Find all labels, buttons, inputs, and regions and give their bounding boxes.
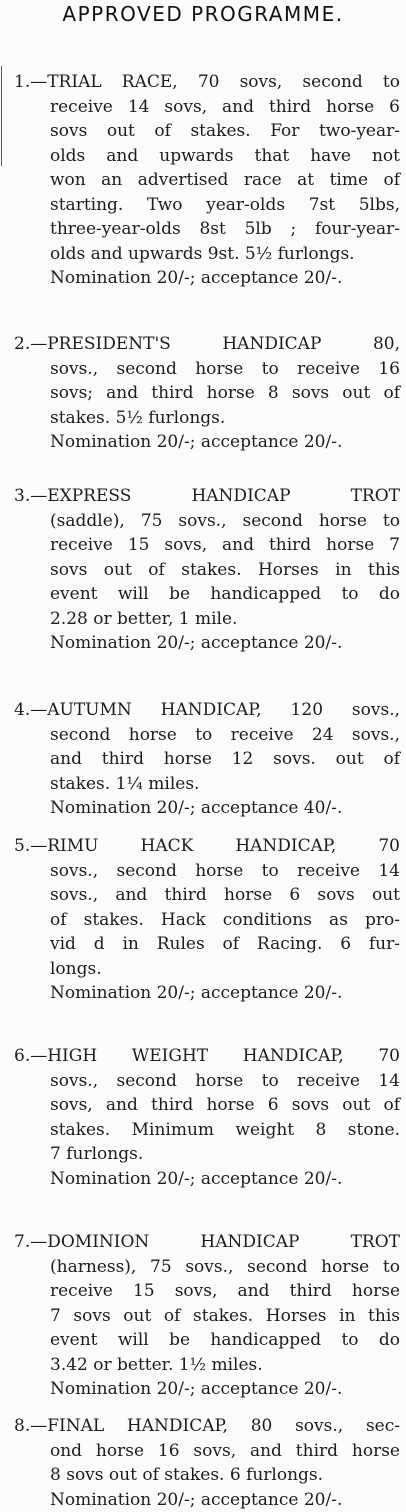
race-text-line: sovs., second horse to receive 14 <box>14 859 400 884</box>
race-text-line: sovs; and third horse 8 sovs out of <box>14 381 400 406</box>
nomination-line: Nomination 20/-; acceptance 20/-. <box>14 1488 400 1512</box>
race-text-line: receive 15 sovs, and third horse 7 <box>14 533 400 558</box>
race-text-line: stakes. 5½ furlongs. <box>14 406 400 431</box>
race-text-line: sovs., and third horse 6 sovs out <box>14 883 400 908</box>
race-title-line: 6.—HIGH WEIGHT HANDICAP, 70 <box>14 1044 400 1069</box>
nomination-line: Nomination 20/-; acceptance 20/-. <box>14 266 400 291</box>
race-title-line: 5.—RIMU HACK HANDICAP, 70 <box>14 834 400 859</box>
race-title-line: 8.—FINAL HANDICAP, 80 sovs., sec- <box>14 1414 400 1439</box>
race-entry-7 <box>14 1230 400 1402</box>
nomination-line: Nomination 20/-; acceptance 20/-. <box>14 430 400 455</box>
race-entry-1 <box>14 70 400 291</box>
race-text-line: and third horse 12 sovs. out of <box>14 747 400 772</box>
race-text-line: vid d in Rules of Racing. 6 fur- <box>14 932 400 957</box>
race-title-line: 4.—AUTUMN HANDICAP, 120 sovs., <box>14 698 400 723</box>
race-text-line: 8 sovs out of stakes. 6 furlongs. <box>14 1463 400 1488</box>
race-text-line: 2.28 or better, 1 mile. <box>14 607 400 632</box>
race-title-line: 1.—TRIAL RACE, 70 sovs, second to <box>14 70 400 95</box>
race-title-line: 3.—EXPRESS HANDICAP TROT <box>14 484 400 509</box>
race-text-line: receive 15 sovs, and third horse <box>14 1279 400 1304</box>
race-title-line: 2.—PRESIDENT'S HANDICAP 80, <box>14 332 400 357</box>
nomination-line: Nomination 20/-; acceptance 20/-. <box>14 631 400 656</box>
race-text-line: three-year-olds 8st 5lb ; four-year- <box>14 217 400 242</box>
race-entry-5 <box>14 834 400 1006</box>
race-text-line: sovs out of stakes. Horses in this <box>14 558 400 583</box>
race-entry-4 <box>14 698 400 821</box>
race-text-line: longs. <box>14 957 400 982</box>
race-text-line: sovs., second horse to receive 14 <box>14 1069 400 1094</box>
nomination-line: Nomination 20/-; acceptance 20/-. <box>14 1377 400 1402</box>
race-text-line: sovs, and third horse 6 sovs out of <box>14 1093 400 1118</box>
race-text-line: receive 14 sovs, and third horse 6 <box>14 95 400 120</box>
race-entry-6 <box>14 1044 400 1191</box>
race-text-line: olds and upwards that have not <box>14 144 400 169</box>
race-text-line: event will be handicapped to do <box>14 1328 400 1353</box>
race-text-line: starting. Two year-olds 7st 5lbs, <box>14 193 400 218</box>
race-text-line: sovs., second horse to receive 16 <box>14 357 400 382</box>
race-text-line: sovs out of stakes. For two-year- <box>14 119 400 144</box>
race-entry-3 <box>14 484 400 656</box>
race-text-line: (harness), 75 sovs., second horse to <box>14 1255 400 1280</box>
race-text-line: olds and upwards 9st. 5½ furlongs. <box>14 242 400 267</box>
nomination-line: Nomination 20/-; acceptance 20/-. <box>14 1167 400 1192</box>
programme-heading: APPROVED PROGRAMME. <box>0 2 406 26</box>
nomination-line: Nomination 20/-; acceptance 20/-. <box>14 981 400 1006</box>
race-text-line: ond horse 16 sovs, and third horse <box>14 1439 400 1464</box>
race-entry-8 <box>14 1414 400 1512</box>
race-entry-2 <box>14 332 400 455</box>
nomination-line: Nomination 20/-; acceptance 40/-. <box>14 796 400 821</box>
race-text-line: stakes. Minimum weight 8 stone. <box>14 1118 400 1143</box>
race-text-line: 7 sovs out of stakes. Horses in this <box>14 1304 400 1329</box>
race-text-line: (saddle), 75 sovs., second horse to <box>14 509 400 534</box>
race-text-line: stakes. 1¼ miles. <box>14 772 400 797</box>
race-text-line: 7 furlongs. <box>14 1142 400 1167</box>
race-text-line: won an advertised race at time of <box>14 168 400 193</box>
race-text-line: event will be handicapped to do <box>14 582 400 607</box>
race-text-line: 3.42 or better. 1½ miles. <box>14 1353 400 1378</box>
left-border-rule <box>1 66 2 166</box>
race-title-line: 7.—DOMINION HANDICAP TROT <box>14 1230 400 1255</box>
race-text-line: of stakes. Hack conditions as pro- <box>14 908 400 933</box>
race-text-line: second horse to receive 24 sovs., <box>14 723 400 748</box>
